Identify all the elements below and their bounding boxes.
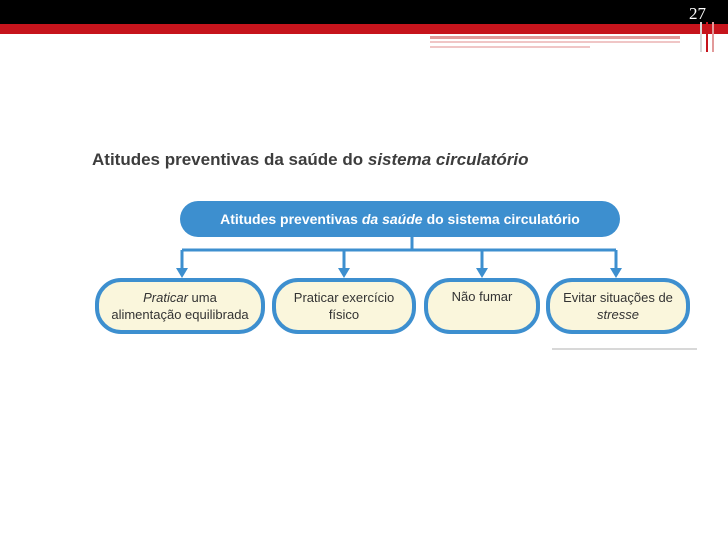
arrowhead: [476, 268, 488, 278]
node-alimentacao: [95, 278, 265, 334]
node-text: Praticar exercício: [293, 290, 395, 305]
node-text: físico: [328, 307, 360, 322]
node-stresse: [546, 278, 690, 334]
node-text: alimentação equilibrada: [111, 307, 249, 322]
node-text-italic: stresse: [597, 307, 639, 322]
arrowhead: [176, 268, 188, 278]
arrowhead: [338, 268, 350, 278]
node-text-italic: Praticar: [143, 290, 188, 305]
root-text-end: do sistema circulatório: [426, 211, 580, 227]
arrowhead: [610, 268, 622, 278]
node-nao-fumar: [424, 278, 540, 334]
node-text: Evitar situações de: [563, 290, 673, 305]
slide-page-number: 27: [689, 4, 706, 23]
root-italic-text: da saúde: [361, 211, 423, 227]
node-exercicio: [272, 278, 416, 334]
node-text: uma: [187, 290, 217, 305]
heading-text: Atitudes preventivas da saúde do: [92, 150, 368, 169]
heading-italic-text: sistema circulatório: [367, 150, 529, 169]
root-text: Atitudes preventivas: [220, 211, 358, 227]
node-text: Não fumar: [451, 289, 513, 304]
decor-underline: [552, 348, 697, 350]
